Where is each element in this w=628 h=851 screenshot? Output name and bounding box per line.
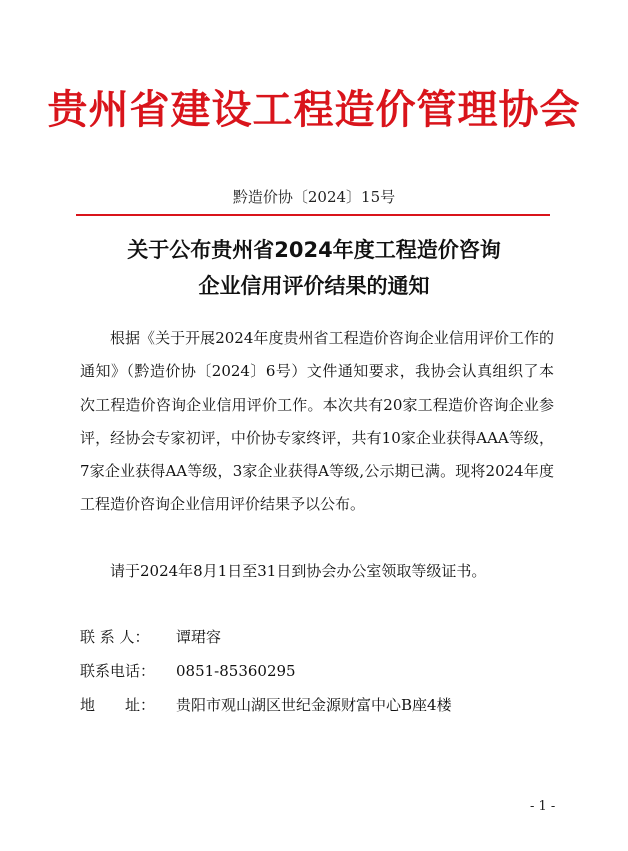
contact-phone-label: 联系电话：: [80, 662, 156, 680]
contact-address-row: [80, 694, 452, 715]
contact-address-value: 贵阳市观山湖区世纪金源财富中心B座4楼: [176, 696, 452, 714]
organization-title: 贵州省建设工程造价管理协会: [47, 86, 581, 133]
page-number: - 1 -: [530, 799, 556, 814]
notice-title: [0, 232, 628, 304]
contact-person-row: [80, 626, 221, 647]
notice-title-line-2: 企业信用评价结果的通知: [198, 274, 430, 298]
contact-phone-row: [80, 660, 296, 681]
notice-title-line-1: 关于公布贵州省2024年度工程造价咨询: [127, 238, 501, 262]
contact-person-value: 谭珺容: [176, 628, 222, 646]
contact-person-label: 联 系 人：: [80, 628, 150, 646]
document-number: 黔造价协〔2024〕15号: [232, 188, 396, 206]
body-paragraph-1: 根据《关于开展2024年度贵州省工程造价咨询企业信用评价工作的通知》（黔造价协〔2024〕6号）文件通知要求，我协会认真组织了本次工程造价咨询企业信用评价工作。本次共有20家工程造价咨询企业参评，经协会专家初评，中价协专家终评，共有10家企业获得AAA等级，7家企业获得AA等级，3家企业获得A等级,公示期已满。现将2024年度工程造价咨询企业信用评价结果予以公布。: [80, 329, 554, 514]
contact-address-label: 地 址：: [80, 696, 156, 714]
body-paragraph-2: 请于2024年8月1日至31日到协会办公室领取等级证书。: [110, 562, 487, 580]
contact-phone-value: 0851-85360295: [176, 662, 296, 680]
red-divider-line: [76, 214, 550, 216]
